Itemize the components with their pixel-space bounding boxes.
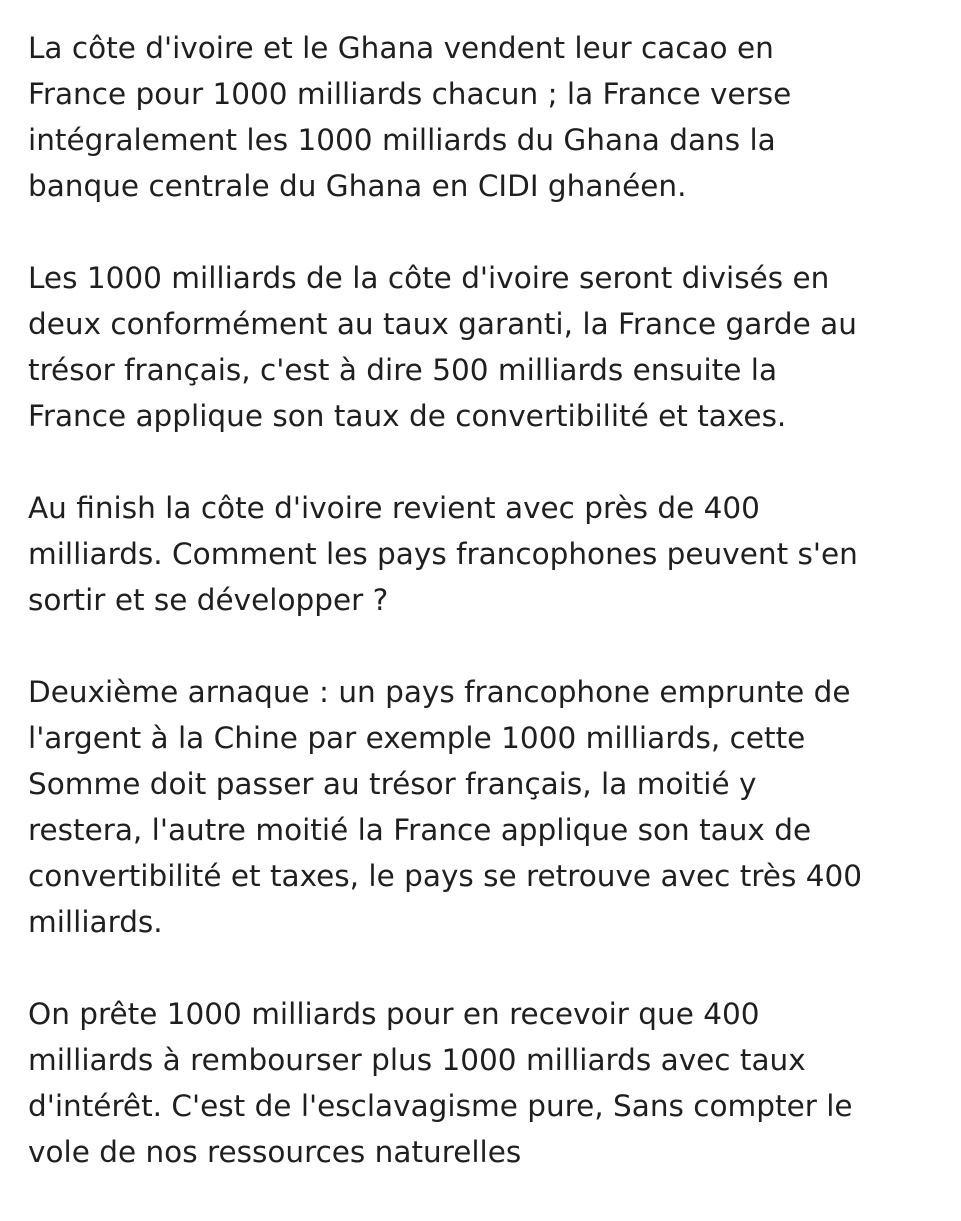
text-line: d'intérêt. C'est de l'esclavagisme pure, Sans compter le [28,1089,853,1123]
text-line: La côte d'ivoire et le Ghana vendent leur cacao en [28,31,774,65]
paragraph-3 [28,485,943,623]
text-line: milliards à rembourser plus 1000 milliards avec taux [28,1043,806,1077]
text-line: Somme doit passer au trésor français, la moitié y [28,767,757,801]
text-line: trésor français, c'est à dire 500 milliards ensuite la [28,353,778,387]
text-line: Les 1000 milliards de la côte d'ivoire seront divisés en [28,261,830,295]
text-line: restera, l'autre moitié la France applique son taux de [28,813,812,847]
text-line: deux conformément au taux garanti, la France garde au [28,307,857,341]
text-line: convertibilité et taxes, le pays se retrouve avec très 400 [28,859,862,893]
text-line: France pour 1000 milliards chacun ; la France verse [28,77,792,111]
paragraph-5 [28,991,943,1175]
text-line: l'argent à la Chine par exemple 1000 milliards, cette [28,721,806,755]
text-line: intégralement les 1000 milliards du Ghana dans la [28,123,776,157]
text-line: vole de nos ressources naturelles [28,1135,522,1169]
text-line: milliards. Comment les pays francophones peuvent s'en [28,537,858,571]
text-line: Deuxième arnaque : un pays francophone emprunte de [28,675,851,709]
text-line: France applique son taux de convertibilité et taxes. [28,399,787,433]
text-line: banque centrale du Ghana en CIDI ghanéen. [28,169,687,203]
paragraph-4 [28,669,943,945]
paragraph-1 [28,25,943,209]
text-line: Au finish la côte d'ivoire revient avec près de 400 [28,491,760,525]
paragraph-2 [28,255,943,439]
document-body [28,25,943,1221]
text-line: milliards. [28,905,163,939]
text-line: sortir et se développer ? [28,583,389,617]
text-line: On prête 1000 milliards pour en recevoir que 400 [28,997,760,1031]
